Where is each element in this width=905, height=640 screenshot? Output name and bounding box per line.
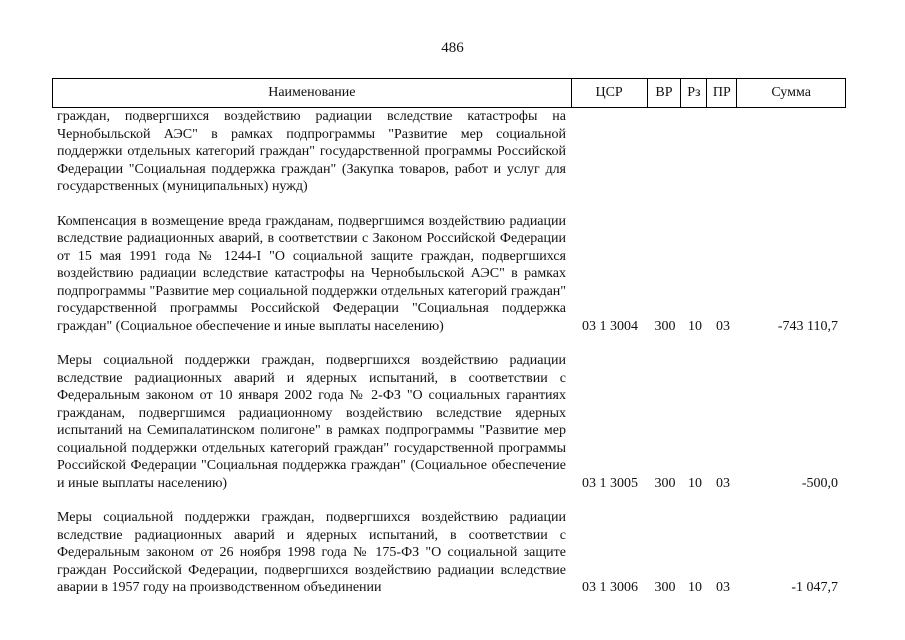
header-rz: Рз — [681, 79, 707, 107]
row-rz: 10 — [688, 475, 702, 491]
row-pr — [708, 108, 738, 196]
row-sum — [738, 108, 846, 196]
table-body — [52, 108, 846, 597]
table-row — [52, 352, 846, 492]
table-row — [52, 108, 846, 196]
row-vr — [648, 108, 682, 196]
row-name: граждан, подвергшихся воздействию радиации вследствие катастрофы на Чернобыльской АЭС" в рамках подпрограммы "Развитие мер социальной поддержки отдельных категорий граждан" государственной программы Российской Федерации "Социальная поддержка граждан" (Закупка товаров, работ и услуг для государственных (муниципальных) нужд) — [57, 109, 566, 194]
header-pr: ПР — [707, 79, 737, 107]
header-name: Наименование — [53, 79, 572, 107]
row-pr: 03 — [716, 475, 730, 491]
row-sum: -743 110,7 — [777, 318, 838, 334]
row-pr: 03 — [716, 580, 730, 595]
row-rz: 10 — [688, 580, 702, 595]
row-name: Меры социальной поддержки граждан, подвергшихся воздействию радиации вследствие радиационных аварий и ядерных испытаний, в соответствии с Федеральным законом от 26 ноября 1998 года № 175-ФЗ "О социальной защите граждан Российской Федерации, подвергшихся воздействию радиации вследствие аварии в 1957 году на производственном объединении — [57, 510, 566, 595]
row-csr — [572, 108, 648, 196]
page-number: 486 — [441, 40, 464, 56]
row-vr: 300 — [654, 580, 676, 595]
row-vr: 300 — [654, 475, 676, 491]
row-name: Меры социальной поддержки граждан, подвергшихся воздействию радиации вследствие радиационных аварий и ядерных испытаний, в соответствии с Федеральным законом от 10 января 2002 года № 2-ФЗ "О социальных гарантиях гражданам, подвергшимся радиационному воздействию вследствие ядерных испытаний на Семипалатинском полигоне" в рамках подпрограммы "Развитие мер социальной поддержки отдельных категорий граждан" государственной программы Российской Федерации "Социальная поддержка граждан" (Социальное обеспечение и иные выплаты населению) — [57, 353, 566, 491]
row-csr: 03 1 3006 — [582, 580, 638, 595]
table-row — [52, 213, 846, 336]
row-csr: 03 1 3005 — [582, 475, 638, 491]
table-header — [52, 78, 846, 108]
table-row — [52, 509, 846, 597]
header-sum: Сумма — [771, 85, 811, 100]
row-vr: 300 — [654, 318, 676, 334]
row-name: Компенсация в возмещение вреда гражданам, подвергшимся воздействию радиации вследствие радиационных аварий, в соответствии с Законом Российской Федерации от 15 мая 1991 года № 1244-I "О социальной защите граждан, подвергшихся воздействию радиации вследствие катастрофы на Чернобыльской АЭС" в рамках подпрограммы "Развитие мер социальной поддержки отдельных категорий граждан" государственной программы Российской Федерации "Социальная поддержка граждан" (Социальное обеспечение и иные выплаты населению) — [57, 213, 566, 334]
header-csr: ЦСР — [572, 79, 648, 107]
row-csr: 03 1 3004 — [582, 318, 638, 334]
row-rz — [682, 108, 708, 196]
header-vr: ВР — [648, 79, 682, 107]
row-sum: -500,0 — [801, 475, 838, 491]
row-sum: -1 047,7 — [791, 580, 838, 595]
row-rz: 10 — [688, 318, 702, 334]
row-pr: 03 — [716, 318, 730, 334]
